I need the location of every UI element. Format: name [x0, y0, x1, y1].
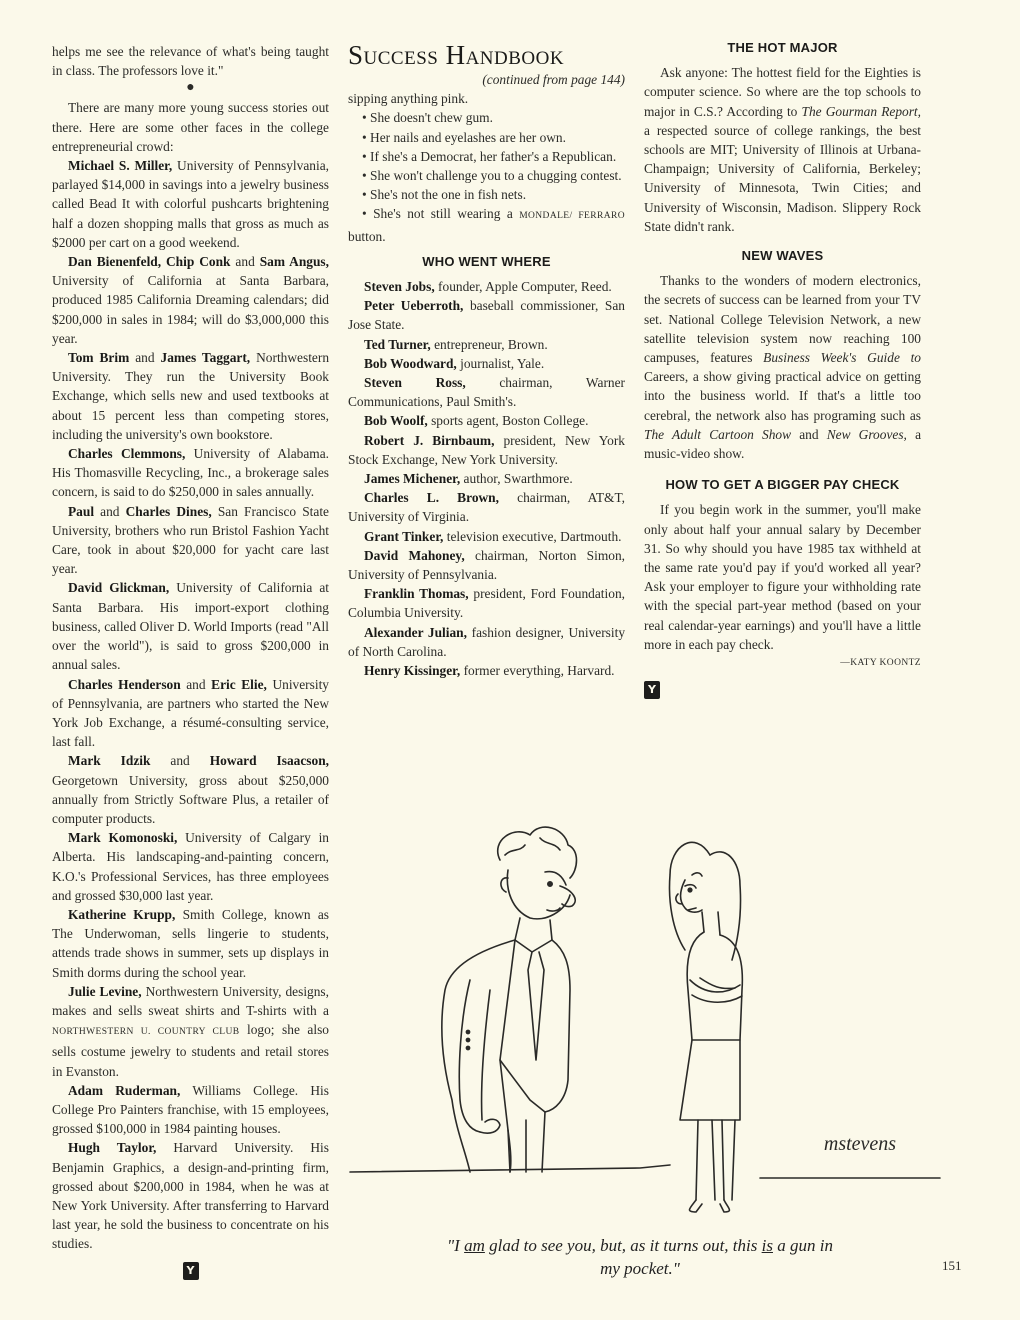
list-item: • Her nails and eyelashes are her own.	[362, 129, 566, 145]
entry-text: former everything, Harvard.	[460, 663, 615, 679]
list-item	[52, 502, 329, 579]
paragraph: helps me see the relevance of what's being taught in class. The professors love it."	[52, 44, 329, 79]
person-name: Charles Clemmons,	[68, 446, 186, 462]
people-list	[348, 277, 625, 680]
list-item	[52, 905, 329, 982]
list-item	[348, 527, 625, 546]
person-name: Mark Komonoski,	[68, 830, 178, 846]
man-figure	[442, 827, 577, 1172]
list-item	[348, 296, 625, 334]
entry-text: logo; she also sells costume jewelry to students and retail stores in Evanston.	[52, 1022, 329, 1079]
entry-text: chairman, AT&T, University of Virginia.	[348, 490, 625, 525]
person-name: Michael S. Miller,	[68, 158, 173, 174]
list-item	[348, 354, 625, 373]
text: a music-video show.	[644, 426, 922, 462]
entrepreneur-list	[52, 1081, 329, 1254]
woman-figure	[670, 842, 743, 1212]
entry-text: author, Swarthmore.	[460, 471, 573, 487]
list-item	[52, 1081, 329, 1139]
entry-text: chairman, Norton Simon, University of Pennsylvania.	[348, 547, 626, 583]
caption-text: glad to see you, but, as it turns out, this	[484, 1236, 762, 1255]
person-name: Grant Tinker,	[364, 528, 444, 544]
person-name: Dan Bienenfeld, Chip Conk	[68, 254, 231, 270]
conjunction-text: and	[230, 254, 260, 270]
entry-text: Williams College. His College Pro Painters franchise, with 15 employees, grossed $100,000 in 1984 painting houses.	[52, 1082, 329, 1137]
italic-text: The Adult Cartoon Show	[644, 426, 792, 442]
list-item	[348, 661, 625, 680]
list-item	[348, 411, 625, 430]
cartoon-illustration	[340, 800, 960, 1230]
entry-text: baseball commissioner, San Jose State.	[348, 298, 625, 333]
person-name: Bob Woolf,	[364, 413, 428, 429]
column-2	[348, 40, 625, 680]
entry-text: Smith College, known as The Underwoman, sells lingerie to students, attends trade shows in summer, sets up displays in Smith dorms during the school year.	[52, 906, 329, 980]
entry-text: founder, Apple Computer, Reed.	[434, 279, 612, 295]
entry-text: Georgetown University, gross about $250,000 annually from Strictly Software Plus, a retailer of computer products.	[52, 772, 329, 826]
person-name: Howard Isaacson,	[209, 753, 329, 769]
person-name: David Glickman,	[68, 580, 170, 596]
entry-text: fashion designer, University of North Carolina.	[348, 624, 626, 659]
list-item: • She's not the one in fish nets.	[362, 187, 527, 203]
list-item	[52, 578, 329, 674]
list-item	[52, 1138, 329, 1253]
list-item	[348, 488, 625, 526]
entry-text: University of Pennsylvania, are partners who started the New York Job Exchange, a résumé-consulting service, last fall.	[52, 676, 329, 750]
italic-text: Business Week's Guide to	[763, 350, 921, 366]
article-title: Success Handbook	[348, 40, 565, 70]
list-item	[348, 546, 625, 584]
section-heading: NEW WAVES	[741, 248, 824, 264]
entry-text: Northwestern University, designs, makes and sells sweat shirts and T-shirts with a	[52, 983, 329, 1018]
entry-text: University of Pennsylvania, parlayed $14,000 in savings into a jewelry business called Bead It with colorful pushcarts brightening half a dozen shopping malls that gross as much as $2000 per cart on a good weekend.	[52, 158, 329, 250]
list-item	[52, 252, 329, 348]
byline: —KATY KOONTZ	[840, 658, 921, 669]
ground-line	[350, 1165, 940, 1178]
entry-text: chairman, Warner Communications, Paul Smith's.	[348, 375, 625, 410]
italic-text: New Grooves,	[826, 426, 907, 442]
list-item	[52, 675, 329, 752]
text: Ask anyone: The hottest field for the Eighties is computer science. So where are the top schools to major in C.S.? According to	[644, 65, 921, 119]
list-item	[52, 982, 329, 1081]
person-name: Robert J. Birnbaum,	[364, 432, 495, 448]
bullet-text: button.	[348, 228, 386, 244]
person-name: Henry Kissinger,	[364, 663, 461, 679]
paragraph: sipping anything pink.	[348, 91, 469, 107]
person-name: Julie Levine,	[68, 983, 142, 999]
person-name: Eric Elie,	[211, 676, 267, 692]
small-caps-text: MONDALE/ FERRARO	[519, 211, 625, 222]
artist-signature: mstevens	[823, 1133, 897, 1155]
caption-text: a gun in my pocket."	[600, 1236, 833, 1278]
section-dot: ●	[186, 80, 195, 96]
list-item	[348, 277, 625, 296]
list-item	[52, 444, 329, 502]
list-item: • She doesn't chew gum.	[362, 110, 493, 126]
entry-text: president, New York Stock Exchange, New York University.	[348, 432, 625, 467]
entry-text: president, Ford Foundation, Columbia University.	[348, 586, 625, 621]
person-name: Charles Dines,	[125, 503, 212, 519]
text: and	[791, 426, 827, 442]
caption-text: "I	[447, 1236, 465, 1255]
person-name: David Mahoney,	[364, 547, 465, 563]
bullet-list	[348, 108, 625, 204]
person-name: Hugh Taylor,	[68, 1140, 157, 1156]
person-name: Tom Brim	[68, 350, 130, 366]
person-name: James Michener,	[364, 471, 461, 487]
conjunction-text: and	[150, 753, 210, 769]
list-item: • If she's a Democrat, her father's a Republican.	[362, 148, 617, 164]
entry-text: Northwestern University. They run the University Book Exchange, which sells new and used textbooks at about 15 percent less than competing stores, including the university's own bookstore.	[52, 350, 330, 442]
person-name: Ted Turner,	[364, 336, 431, 352]
person-name: Alexander Julian,	[364, 624, 467, 640]
list-item	[348, 623, 625, 661]
section-heading: THE HOT MAJOR	[727, 40, 838, 55]
entry-text: entrepreneur, Brown.	[430, 336, 548, 352]
person-name: Bob Woodward,	[364, 355, 457, 371]
list-item	[348, 584, 625, 622]
list-item	[52, 348, 329, 444]
entry-text: San Francisco State University, brothers who run Bristol Fashion Yacht Care, took in about $20,000 for yacht care last year.	[52, 503, 329, 577]
person-name: Peter Ueberroth,	[364, 298, 464, 314]
conjunction-text: and	[94, 503, 126, 519]
continued-note: (continued from page 144)	[482, 72, 625, 87]
paragraph	[644, 271, 921, 463]
entry-text: University of California at Santa Barbara, produced 1985 California Dreaming calendars; did $200,000 in sales in 1984; will do $3,000,000 this year.	[52, 273, 329, 346]
paragraph	[644, 63, 921, 236]
section-heading: WHO WENT WHERE	[422, 253, 551, 269]
entry-text: journalist, Yale.	[456, 355, 545, 371]
cartoon-caption	[440, 1234, 840, 1280]
entry-text: University of Alabama. His Thomasville Recycling, Inc., a brokerage sales concern, is said to do $250,000 in sales annually.	[52, 446, 329, 500]
caption-emphasis: am	[464, 1236, 485, 1255]
entry-text: University of Calgary in Alberta. His landscaping-and-painting concern, K.O.'s Professional Services, has three employees and grossed $30,000 last year.	[52, 830, 329, 903]
entry-text: University of California at Santa Barbara. His import-export clothing business, called Oliver D. World Imports (read "All over the world"), is said to gross $200,000 in annual sales.	[52, 580, 330, 673]
conjunction-text: and	[180, 676, 212, 692]
conjunction-text: and	[129, 350, 161, 366]
person-name: Steven Jobs,	[364, 279, 435, 295]
list-item	[348, 335, 625, 354]
person-name: James Taggart,	[160, 350, 251, 366]
entry-text: Harvard University. His Benjamin Graphics, a design-and-printing firm, grossed about $200,000 in 1984, when he was at New York University. After transferring to Harvard last year, he sold the business to concentrate on his studies.	[52, 1140, 329, 1252]
list-item: • She won't challenge you to a chugging contest.	[362, 168, 622, 184]
list-item	[348, 431, 625, 469]
list-item	[348, 469, 625, 488]
caption-emphasis: is	[761, 1236, 773, 1255]
person-name: Sam Angus,	[259, 254, 329, 270]
end-mark-icon: Y	[183, 1262, 199, 1280]
person-name: Franklin Thomas,	[364, 586, 469, 602]
person-name: Adam Ruderman,	[68, 1082, 181, 1098]
list-item	[52, 751, 329, 828]
text: Careers, a show giving practical advice on getting into the business world. If that's a little too cerebral, the network also has programing such as	[644, 369, 921, 423]
italic-text: The Gourman Report,	[801, 103, 921, 119]
entry-text: sports agent, Boston College.	[427, 413, 589, 429]
entrepreneur-list	[52, 156, 329, 982]
person-name: Mark Idzik	[68, 753, 151, 769]
person-name: Charles L. Brown,	[364, 490, 499, 506]
paragraph: If you begin work in the summer, you'll make only about half your annual salary by December 31. So why should you have 1985 tax withheld at the same rate you'd pay if you'd worked all year? Ask your employer to figure your withholding rate with the special part-year method (based on your real calendar-year earnings) and you'll have a little more in each pay check.	[644, 502, 921, 652]
text: a respected source of college rankings, the best schools are MIT; University of Illinois at Urbana-Champaign; University of California, Berkeley; University of Minnesota, Twin Cities; and University of Wisconsin, Madison. Slippery Rock State didn't rank.	[644, 122, 921, 234]
list-item	[52, 828, 329, 905]
bullet-text: • She's not still wearing a	[362, 206, 520, 222]
column-3	[644, 38, 921, 699]
person-name: Katherine Krupp,	[68, 906, 176, 922]
list-item	[52, 156, 329, 252]
logo-text: NORTHWESTERN U. COUNTRY CLUB	[52, 1027, 240, 1038]
list-item	[348, 204, 625, 245]
section-heading: HOW TO GET A BIGGER PAY CHECK	[665, 477, 900, 493]
paragraph: There are many more young success stories out there. Here are some other faces in the college entrepreneurial crowd:	[52, 100, 329, 154]
text: Thanks to the wonders of modern electronics, the secrets of success can be learned from your TV set. National College Television Network, a new satellite television system now reaching 100 campuses, features	[644, 273, 921, 366]
entry-text: television executive, Dartmouth.	[443, 528, 622, 544]
person-name: Charles Henderson	[68, 676, 181, 692]
page-number: 151	[942, 1258, 962, 1273]
list-item	[348, 373, 625, 411]
column-1	[52, 42, 329, 1280]
person-name: Paul	[68, 503, 95, 519]
person-name: Steven Ross,	[364, 375, 466, 391]
end-mark-icon: Y	[644, 681, 660, 699]
